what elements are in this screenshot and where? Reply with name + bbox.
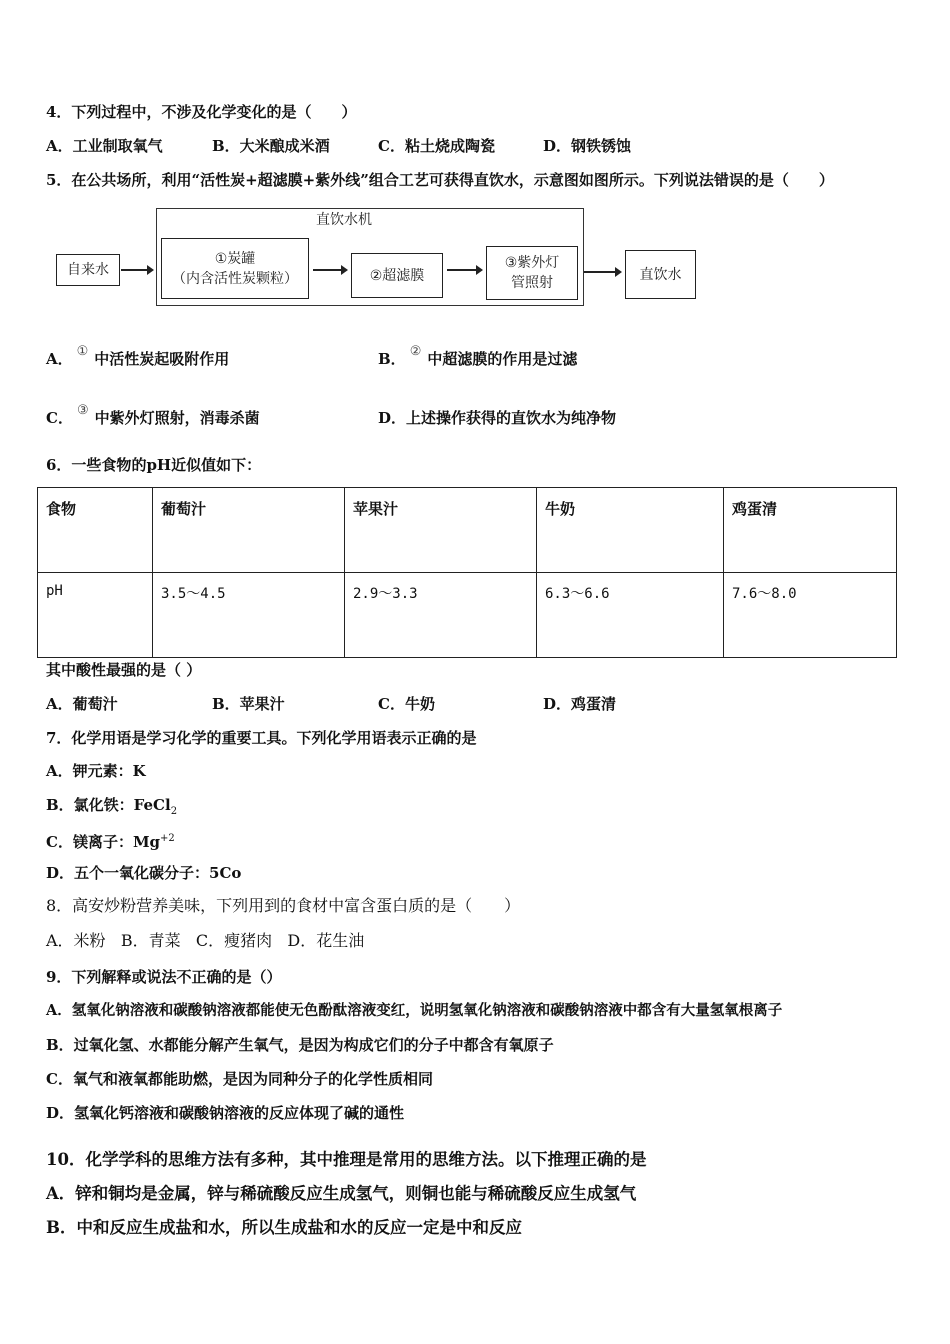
- q6-option-a: A．葡萄汁: [46, 695, 118, 713]
- q8-option-d: D．花生油: [287, 931, 365, 950]
- diagram-arrow-1: [121, 269, 152, 271]
- q7-option-d: D．五个一氧化碳分子：5Co: [46, 864, 242, 882]
- q8-option-b: B．青菜: [120, 931, 181, 950]
- q6-option-d: D．鸡蛋清: [543, 695, 617, 713]
- q4-option-d: D．钢铁锈蚀: [543, 137, 632, 155]
- q7-option-b-text: B．氯化铁：FeCl: [46, 796, 171, 814]
- q5-option-c-letter: C．: [46, 409, 73, 427]
- table-cell: 3.5～4.5: [153, 573, 345, 658]
- q5-option-d: [378, 408, 616, 428]
- q5-option-c: [46, 403, 260, 430]
- q10-option-b: B．中和反应生成盐和水，所以生成盐和水的反应一定是中和反应: [46, 1218, 522, 1237]
- q5-option-c-text: 中紫外灯照射，消毒杀菌: [94, 409, 260, 427]
- q5-option-d-text: 上述操作获得的直饮水为纯净物: [406, 409, 617, 427]
- q5-option-b-letter: B．: [378, 350, 406, 368]
- q9-option-d: D．氢氧化钙溶液和碳酸钠溶液的反应体现了碱的通性: [46, 1104, 405, 1122]
- q5-option-b: [378, 344, 578, 371]
- diagram-frame-title: 直饮水机: [312, 209, 376, 229]
- q6-question: 其中酸性最强的是（ ）: [46, 661, 202, 679]
- q5-option-d-letter: D．: [378, 409, 407, 427]
- diagram-output-box: 直饮水: [625, 250, 696, 299]
- q5-option-c-mark: ③: [76, 403, 89, 418]
- q4-option-b: B．大米酿成米酒: [212, 137, 330, 155]
- q4-option-c: C．粘土烧成陶瓷: [378, 137, 495, 155]
- diagram-arrow-4: [584, 271, 620, 273]
- q6-stem: 6．一些食物的pH近似值如下：: [46, 456, 262, 474]
- ph-table: [37, 487, 897, 658]
- q7-option-c-superscript: +2: [160, 833, 175, 844]
- q5-option-b-mark: ②: [409, 344, 422, 359]
- table-cell: 6.3～6.6: [537, 573, 724, 658]
- table-cell: 牛奶: [537, 488, 724, 573]
- q8-option-c: C．瘦猪肉: [195, 931, 273, 950]
- table-cell: 苹果汁: [345, 488, 537, 573]
- q6-option-b: B．苹果汁: [212, 695, 285, 713]
- q10-option-a: A．锌和铜均是金属，锌与稀硫酸反应生成氢气，则铜也能与稀硫酸反应生成氢气: [46, 1184, 637, 1203]
- q5-option-a: [46, 344, 230, 371]
- q8-options: [46, 931, 364, 951]
- q5-option-a-text: 中活性炭起吸附作用: [94, 350, 230, 368]
- diagram-step3-title: ③紫外灯: [504, 255, 560, 271]
- q7-option-b: [46, 795, 177, 822]
- q8-stem: 8．高安炒粉营养美味，下列用到的食材中富含蛋白质的是（ ）: [46, 896, 521, 915]
- q7-option-c-text: C．镁离子：Mg: [46, 833, 161, 851]
- q6-option-c: C．牛奶: [378, 695, 435, 713]
- table-row: [38, 488, 897, 573]
- q7-option-b-subscript: 2: [170, 806, 178, 817]
- q7-option-a: A．钾元素：K: [46, 762, 146, 780]
- diagram-step3-note: 管照射: [511, 275, 553, 291]
- q4-stem: 4．下列过程中，不涉及化学变化的是（ ）: [46, 103, 357, 121]
- q4-option-a: A．工业制取氧气: [46, 137, 163, 155]
- diagram-step1-title: ①炭罐: [214, 250, 256, 267]
- q8-option-a: A．米粉: [46, 931, 106, 950]
- diagram-step2-box: ②超滤膜: [351, 253, 443, 298]
- q7-option-c: [46, 829, 175, 852]
- table-cell: 葡萄汁: [153, 488, 345, 573]
- table-cell: 7.6～8.0: [724, 573, 897, 658]
- diagram-step3-box: [486, 246, 578, 300]
- q10-stem: 10．化学学科的思维方法有多种，其中推理是常用的思维方法。以下推理正确的是: [46, 1150, 647, 1169]
- table-cell: 2.9～3.3: [345, 573, 537, 658]
- q7-stem: 7．化学用语是学习化学的重要工具。下列化学用语表示正确的是: [46, 729, 477, 747]
- table-row: [38, 573, 897, 658]
- diagram-step1-box: [161, 238, 309, 299]
- diagram-step1-note: （内含活性炭颗粒）: [172, 270, 298, 287]
- q5-option-a-letter: A．: [46, 350, 73, 368]
- table-cell: pH: [38, 573, 153, 658]
- table-cell: 鸡蛋清: [724, 488, 897, 573]
- q5-stem: 5．在公共场所，利用“活性炭+超滤膜+紫外线”组合工艺可获得直饮水，示意图如图所示。下列说法错误的是（ ）: [46, 171, 834, 189]
- q9-option-a: A．氢氧化钠溶液和碳酸钠溶液都能使无色酚酞溶液变红，说明氢氧化钠溶液和碳酸钠溶液中都含有大量氢氧根离子: [46, 1002, 783, 1019]
- q9-stem: 9．下列解释或说法不正确的是（）: [46, 968, 282, 986]
- table-cell: 食物: [38, 488, 153, 573]
- diagram-source-box: 自来水: [56, 254, 120, 286]
- diagram-arrow-3: [447, 269, 481, 271]
- q9-option-c: C．氧气和液氧都能助燃，是因为同种分子的化学性质相同: [46, 1070, 433, 1088]
- q5-option-b-text: 中超滤膜的作用是过滤: [427, 350, 578, 368]
- diagram-arrow-2: [313, 269, 346, 271]
- q5-option-a-mark: ①: [76, 344, 89, 359]
- q9-option-b: B．过氧化氢、水都能分解产生氧气，是因为构成它们的分子中都含有氧原子: [46, 1036, 554, 1054]
